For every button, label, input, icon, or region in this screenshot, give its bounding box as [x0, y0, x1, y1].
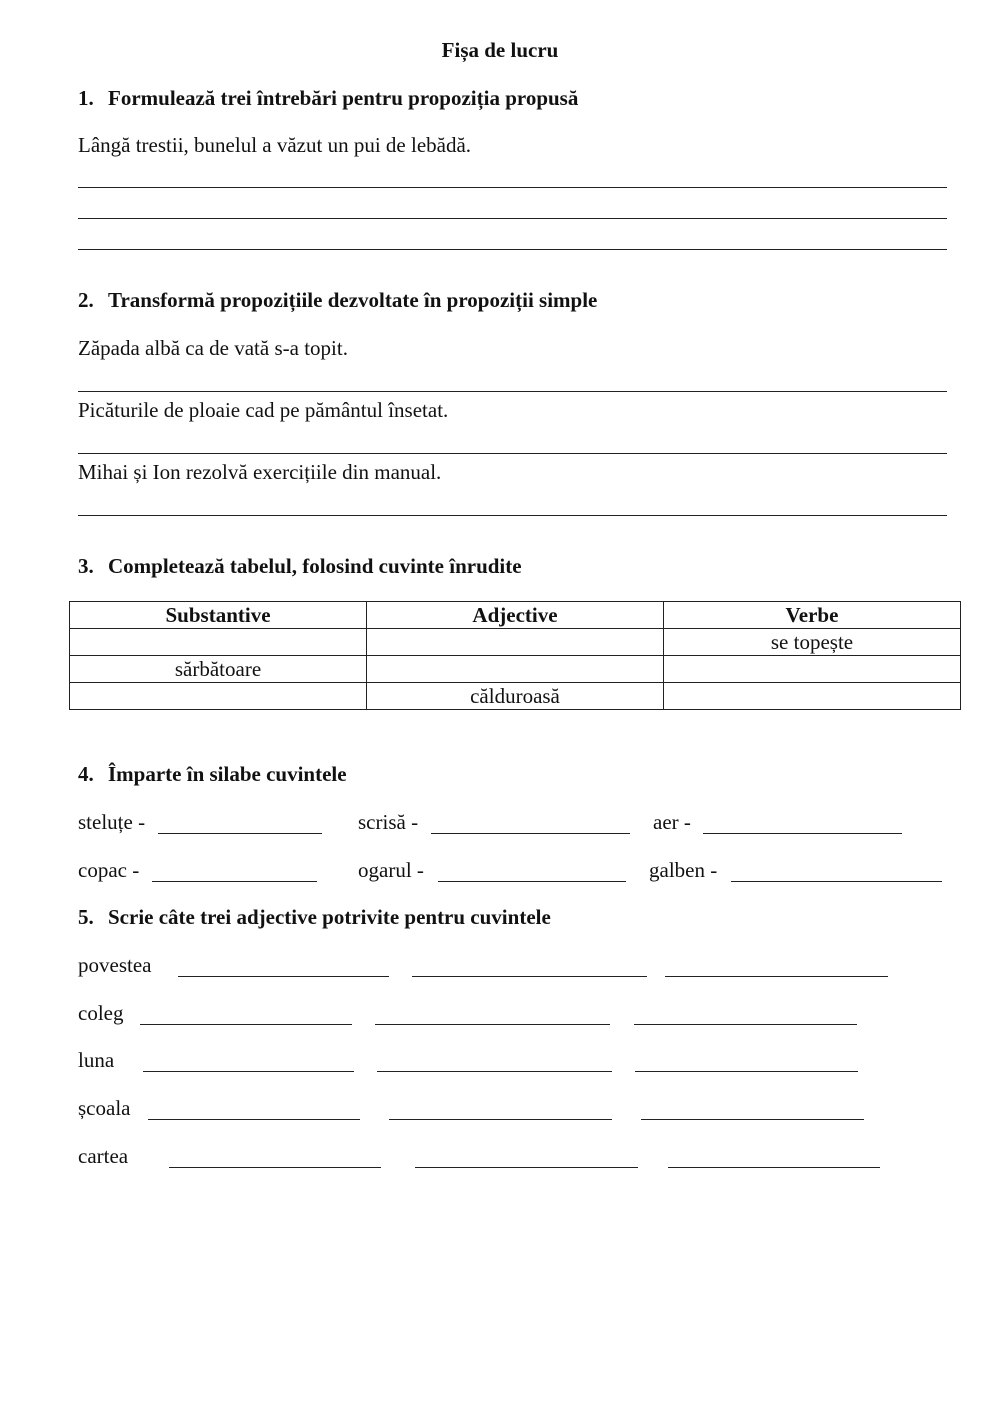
adjective-blank[interactable]: [143, 1071, 354, 1072]
column-header: Verbe: [664, 602, 961, 629]
answer-line[interactable]: [78, 218, 947, 219]
table-cell[interactable]: [70, 629, 367, 656]
exercise-5-heading: [78, 907, 551, 928]
exercise-2-sentence-3: Mihai și Ion rezolvă exercițiile din manual.: [78, 460, 442, 484]
table-cell[interactable]: [367, 629, 664, 656]
syllable-blank[interactable]: [158, 833, 322, 834]
exercise-1-title: Formulează trei întrebări pentru propoziția propusă: [108, 86, 579, 110]
exercise-2-sentence-1: Zăpada albă ca de vată s-a topit.: [78, 336, 348, 360]
word-family-table: [69, 601, 961, 710]
syllable-word: scrisă -: [358, 810, 419, 834]
exercise-4-number: 4.: [78, 762, 94, 786]
exercise-2-number: 2.: [78, 288, 94, 312]
answer-line[interactable]: [78, 249, 947, 250]
adjective-blank[interactable]: [668, 1167, 880, 1168]
syllable-blank[interactable]: [431, 833, 630, 834]
syllable-word: copac -: [78, 858, 140, 882]
table-row: [70, 683, 961, 710]
adjective-blank[interactable]: [415, 1167, 638, 1168]
adjective-blank[interactable]: [375, 1024, 610, 1025]
column-header: Adjective: [367, 602, 664, 629]
table-header-row: [70, 602, 961, 629]
table-cell[interactable]: [664, 683, 961, 710]
adjective-blank[interactable]: [412, 976, 647, 977]
adjective-blank[interactable]: [169, 1167, 381, 1168]
syllable-word: galben -: [649, 858, 718, 882]
table-cell[interactable]: sărbătoare: [70, 656, 367, 683]
adjective-blank[interactable]: [641, 1119, 864, 1120]
adjective-word: coleg: [78, 1001, 124, 1025]
table-cell[interactable]: [70, 683, 367, 710]
exercise-3-title: Completează tabelul, folosind cuvinte înrudite: [108, 554, 522, 578]
adjective-blank[interactable]: [377, 1071, 612, 1072]
syllable-word: ogarul -: [358, 858, 424, 882]
exercise-2-sentence-2: Picăturile de ploaie cad pe pământul însetat.: [78, 398, 449, 422]
column-header: Substantive: [70, 602, 367, 629]
exercise-1-sentence: Lângă trestii, bunelul a văzut un pui de lebădă.: [78, 133, 472, 157]
syllable-word: steluțe -: [78, 810, 146, 834]
table-cell[interactable]: [664, 656, 961, 683]
exercise-1-heading: [78, 88, 578, 109]
answer-line[interactable]: [78, 391, 947, 392]
syllable-blank[interactable]: [152, 881, 317, 882]
adjective-blank[interactable]: [389, 1119, 612, 1120]
exercise-3-number: 3.: [78, 554, 94, 578]
adjective-word: luna: [78, 1048, 115, 1072]
table-cell[interactable]: se topește: [664, 629, 961, 656]
answer-line[interactable]: [78, 453, 947, 454]
table-cell[interactable]: [367, 656, 664, 683]
syllable-word: aer -: [653, 810, 691, 834]
syllable-blank[interactable]: [703, 833, 902, 834]
syllable-blank[interactable]: [438, 881, 626, 882]
exercise-1-number: 1.: [78, 86, 94, 110]
adjective-word: cartea: [78, 1144, 129, 1168]
adjective-blank[interactable]: [665, 976, 888, 977]
adjective-blank[interactable]: [148, 1119, 360, 1120]
adjective-blank[interactable]: [635, 1071, 858, 1072]
exercise-4-title: Împarte în silabe cuvintele: [108, 762, 347, 786]
table-row: [70, 629, 961, 656]
adjective-blank[interactable]: [178, 976, 389, 977]
exercise-5-title: Scrie câte trei adjective potrivite pentru cuvintele: [108, 905, 551, 929]
exercise-2-title: Transformă propozițiile dezvoltate în propoziții simple: [108, 288, 598, 312]
adjective-word: școala: [78, 1096, 131, 1120]
adjective-blank[interactable]: [634, 1024, 857, 1025]
exercise-5-number: 5.: [78, 905, 94, 929]
adjective-blank[interactable]: [140, 1024, 352, 1025]
page-title: Fișa de lucru: [441, 38, 559, 62]
table-cell[interactable]: călduroasă: [367, 683, 664, 710]
answer-line[interactable]: [78, 515, 947, 516]
exercise-3-heading: [78, 556, 522, 577]
syllable-blank[interactable]: [731, 881, 942, 882]
exercise-4-heading: [78, 764, 347, 785]
exercise-2-heading: [78, 290, 597, 311]
answer-line[interactable]: [78, 187, 947, 188]
table-row: [70, 656, 961, 683]
adjective-word: povestea: [78, 953, 152, 977]
